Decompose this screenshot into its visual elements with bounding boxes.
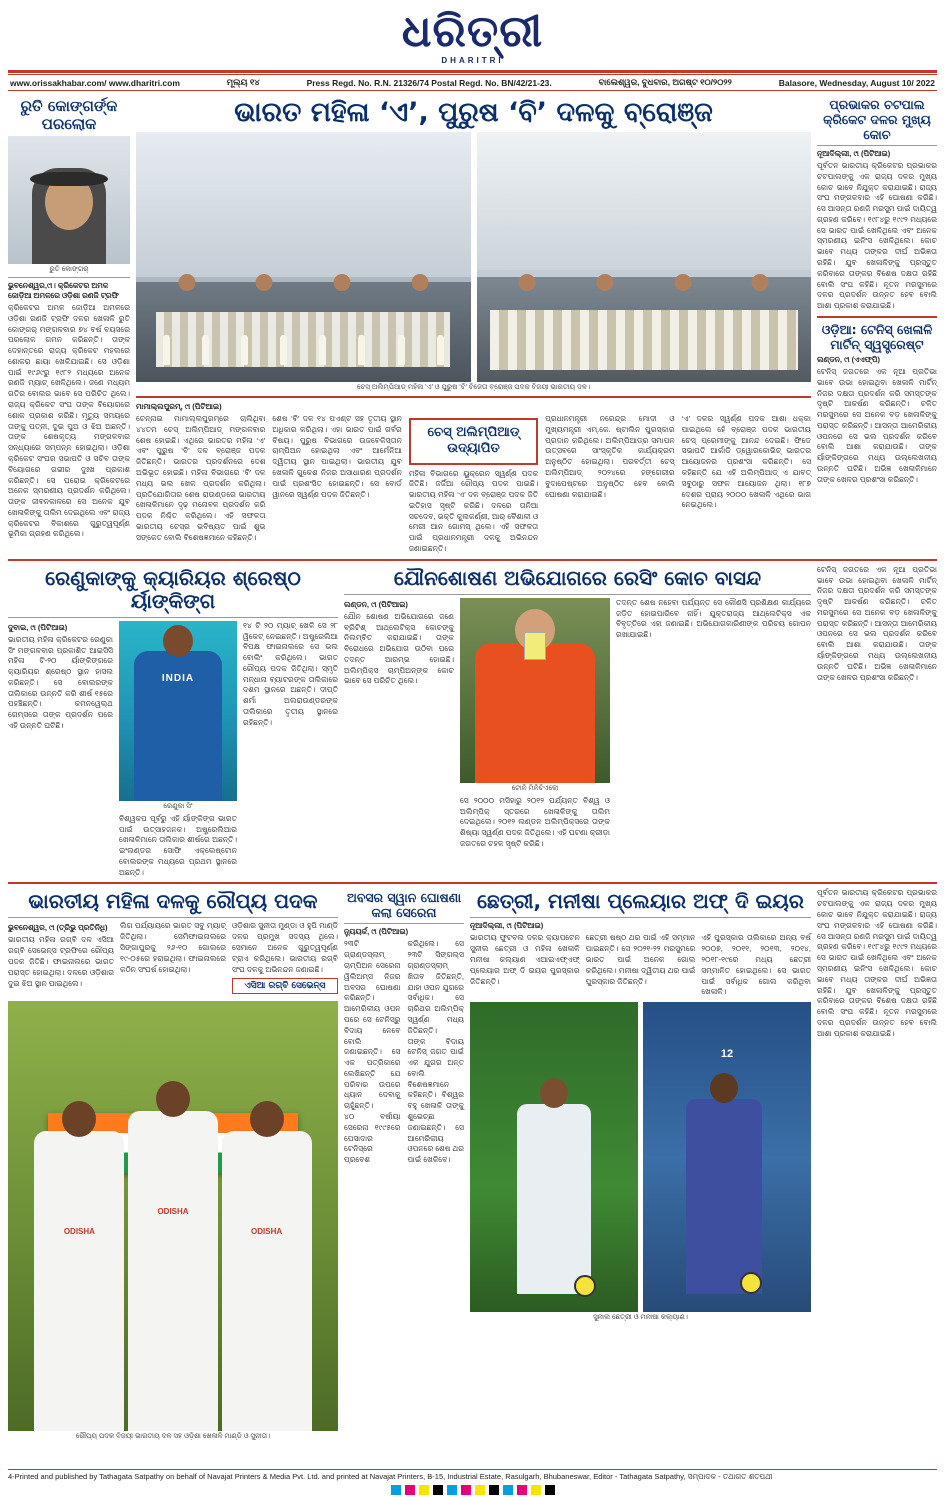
divider: [136, 396, 811, 398]
third-band: [8, 888, 937, 1441]
lead-headline: ଭାରତ ମହିଳା ‘ଏ’, ପୁରୁଷ ‘ବି’ ଦଳକୁ ବ୍ରୋଞ୍ଜ: [234, 97, 713, 128]
obituary-article: [8, 95, 130, 555]
renuka-article: [8, 565, 338, 879]
obituary-dateline: ଭୁବନେଶ୍ୱର,୯ା। କ୍ରିକେଟର ଅମଳ ଜୋଡ଼ିଆ ଅମଳରେ ଓଡ଼ିଶା ରଣଜି ଟ୍ରଫି: [8, 281, 119, 300]
lead-article: [136, 95, 811, 555]
renuka-jersey-text: INDIA: [161, 672, 195, 684]
lead-body-col4: ପ୍ରଧାନମନ୍ତ୍ରୀ ନରେନ୍ଦ୍ର ମୋଦୀ ଓ ମୁଖ୍ୟମନ୍ତ୍ରୀ ଏମ୍.କେ. ଷ୍ଟାଲିନ ପୁରସ୍କାର ପ୍ରଦାନ କରିଥିଲେ। ଅଲିମ୍ପିଆଡ୍‌ର ସମାପନ ଉତ୍ସବରେ ସାଂସ୍କୃତିକ କାର୍ଯ୍ୟକ୍ରମ ଅନୁଷ୍ଠିତ ହୋଇଥିଲା। ପରବର୍ତ୍ତୀ ଚେସ୍ ଅଲିମ୍ପିଆଡ୍ ୨୦୨୪ରେ ହଙ୍ଗେରୀର ବୁଦାପେଷ୍ଟରେ ଅନୁଷ୍ଠିତ ହେବ ବୋଲି ଘୋଷଣା କରାଯାଇଛି।: [545, 414, 675, 499]
lead-photo-caption: ଚେସ୍ ଅଲିମ୍ପିଆଡ୍ ମହିଳା ‘ଏ’ ଓ ପୁରୁଷ ‘ବି’ ବିଜେତା ବ୍ରୋଞ୍ଜ ପଦକ ବିଜୟୀ ଭାରତୀୟ ଦଳ।: [356, 384, 591, 392]
divider: [8, 917, 338, 918]
obituary-photo: [8, 136, 130, 264]
lead-photo-men-team: [477, 132, 812, 382]
silver-subbox: ଏସିଆ ରଗ୍‌ବି ସେଭେନ୍ସ: [232, 978, 338, 994]
divider: [8, 882, 937, 884]
silver-article: [8, 888, 338, 1441]
renuka-photo: [119, 621, 237, 801]
masthead: [8, 4, 937, 65]
divider: [8, 559, 937, 561]
masthead-infobar: [8, 75, 937, 91]
lead-dateline: ମାମାଲ୍ଲପୁରମ୍, ୯ା (ପିଟିଆଇ): [136, 402, 222, 412]
right-column-lower: [817, 565, 937, 879]
right-mid-dateline: ଲଣ୍ଡନ, ୯ା (ଏଏଫ୍‌ପି): [817, 354, 880, 364]
divider: [8, 277, 130, 278]
page-footer: [8, 1469, 937, 1495]
silver-body-col2: ଲିଗ ପର୍ଯ୍ୟାୟରେ ଭାରତ ସବୁ ମ୍ୟାଚ୍ ଜିତିଥିଲା। ସେମିଫାଇନାଲରେ ସିଙ୍ଗାପୁରକୁ ୨୬-୧୦ ଗୋଲରେ ୧୯-୦୫ରେ ହରାଇଥିଲା। ଫାଇନାଲରେ କଠିନ ସଂଘର୍ଷ ହୋଇଥିଲା।: [120, 921, 226, 974]
edition-place-english: Balasore, Wednesday, August 10/ 2022: [778, 77, 935, 88]
player-dateline: ନୂଆଦିଲ୍ଲୀ, ୯ା (ପିଟିଆଇ): [470, 921, 544, 931]
player-body-col2: ଛେତ୍ରୀ ଷଷ୍ଠ ଥର ପାଇଁ ଏହି ସମ୍ମାନ ପାଇଛନ୍ତି। ସେ ୨୦୨୧-୨୨ ମରସୁମରେ ଭାରତ ପାଇଁ ଅନେକ ଗୋଲ କରିଥିଲେ। ମନୀଷା ଦ୍ୱିତୀୟ ଥର ପାଇଁ ପୁରସ୍କାର ଜିତିଛନ୍ତି।: [585, 933, 696, 986]
serena-headline: ଅବସର ସ୍ୱାନ ଘୋଷଣା କଲା ସେରେନା: [346, 890, 462, 921]
serena-body-col3: ତାଙ୍କ ବିଦାୟ ଟେନିସ୍ ଜଗତ ପାଇଁ ଏକ ଯୁଗର ଅନ୍ତ ବୋଲି ବିଶେଷଜ୍ଞମାନେ କହିଛନ୍ତି। ବିଶ୍ୱର ବହୁ ଖେଳାଳି ତାଙ୍କୁ ଶୁଭେଚ୍ଛା ଜଣାଇଛନ୍ତି। ସେ ଆମେରିକୀୟ ଓପନରେ ଶେଷ ଥର ପାଇଁ ଖେଳିବେ।: [407, 1036, 464, 1165]
registration-color-dots: [8, 1485, 937, 1495]
second-band: [8, 565, 937, 879]
right-top-headline: ପ୍ରଭାକର ଚଟପାଲ କ୍ରିକେଟ ଦଳର ମୁଖ୍ୟ କୋଚ: [823, 97, 931, 142]
divider: [470, 917, 811, 918]
obituary-headline: ରୁତି କୋଙ୍ଗର୍ଙ୍କ ପରଲୋକ: [20, 97, 118, 133]
right-column-lower-body: ଟେନିସ୍ ଜଗତରେ ଏକ ନୂଆ ପ୍ରତିଭା ଭାବେ ଉଭା ହୋଇଥିବା ଖେଳାଳି ମାର୍ଟିନ୍ ନିଜର ଦକ୍ଷତା ପ୍ରଦର୍ଶନ କରି ସମସ୍ତଙ୍କ ଦୃଷ୍ଟି ଆକର୍ଷଣ କରିଛନ୍ତି। ଚଳିତ ମରସୁମରେ ସେ ଅନେକ ବଡ଼ ଖେଳାଳିଙ୍କୁ ପରାସ୍ତ କରିଛନ୍ତି। ଆସନ୍ତା ଆମେରିକୀୟ ଓପନରେ ସେ ଭଲ ପ୍ରଦର୍ଶନ କରିବେ ବୋଲି ଆଶା କରାଯାଉଛି। ତାଙ୍କ ର୍ୟାଙ୍କିଙ୍ଗରେ ମଧ୍ୟ ଉଲ୍ଲେଖନୀୟ ଉନ୍ନତି ଘଟିଛି। ଅଭିଜ୍ଞ ଖେଳାଳିମାନେ ତାଙ୍କ ଖେଳର ପ୍ରଶଂସା କରିଛନ୍ତି।: [817, 564, 937, 682]
player-body-col3: ଏହି ପୁରସ୍କାର ତାଲିକାରେ ଅନ୍ୟ ବର୍ଷ ୨୦୦୭, ୨୦୧୧, ୨୦୧୩, ୨୦୧୪, ୨୦୧୮-୧୯ରେ ମଧ୍ୟ ଛେତ୍ରୀ ସମ୍ମାନିତ ହୋଇଥିଲେ। ସେ ଭାରତ ପାଇଁ ସର୍ବାଧିକ ଗୋଲ କରିଥିବା ଖେଳାଳି।: [701, 933, 812, 997]
silver-dateline: ଭୁବନେଶ୍ୱର, ୯ା (ତ୍ରିଭୁ ପ୍ରତିନିଧି): [8, 923, 108, 933]
player-body-col1: ଭାରତୀୟ ଫୁଟବଲ ଦଳର କ୍ୟାପଟେନ ସୁନୀଲ ଛେତ୍ରୀ ଓ ମହିଳା ଖେଳାଳି ମନୀଷା କଲ୍ୟାଣ ଏଆଇଏଫ୍‌ଏଫ୍ ପ୍ଲେୟାର ଅଫ୍ ଦି ଇୟର ପୁରସ୍କାର ଜିତିଛନ୍ତି।: [470, 933, 580, 986]
top-region: [8, 95, 937, 555]
coach-photo-caption: ଟୋନି ମିନିଚିଏଲୋ: [511, 784, 559, 792]
lead-body-col3: ମହିଳା ବିଭାଗରେ ୟୁକ୍ରେନ ସ୍ୱର୍ଣ୍ଣ ପଦକ ଜିତିଛି। ଜର୍ଜିଆ ରୌପ୍ୟ ପଦକ ପାଇଛି। ଭାରତୀୟ ମହିଳା ‘ଏ’ ଦଳ ବ୍ରୋଞ୍ଜ ପଦକ ଜିତି ଇତିହାସ ସୃଷ୍ଟି କରିଛି। ଦଳରେ ତାନିଆ ସଚଦେବ, ଭକ୍ତି କୁଲକର୍ଣ୍ଣୀ, ଆର୍ ବୈଶାଳୀ ଓ ମେରୀ ଆନ ଗୋମସ୍ ଥିଲେ। ଏହି ସଫଳତା ପାଇଁ ପ୍ରଧାନମନ୍ତ୍ରୀ ଦଳକୁ ଅଭିନନ୍ଦନ ଜଣାଇଛନ୍ତି।: [408, 468, 539, 554]
right-column-bottom: [817, 888, 937, 1441]
silver-body-col1: ଭାରତୀୟ ମହିଳା ରଗ୍‌ବି ଦଳ ଏସିଆ ରଗ୍‌ବି ସେଭେନ୍ସ ଟ୍ରଫିରେ ରୌପ୍ୟ ପଦକ ଜିତିଛି। ଫାଇନାଲରେ ଭାରତ ପରାସ୍ତ ହୋଇଥିଲା। ଦଳରେ ଓଡ଼ିଶାର ଦୁଇ ଝିଅ ସ୍ଥାନ ପାଇଥିଲେ।: [8, 935, 114, 988]
divider: [817, 316, 937, 318]
lead-badge: ଚେସ୍ ଅଲିମ୍ପିଆଡ୍ ଉଦ୍ୟାପିତ: [409, 418, 538, 465]
lead-photo-women-team: [136, 132, 471, 382]
renuka-dateline: ଦୁବାଇ, ୯ା (ପିଟିଆଇ): [8, 622, 68, 632]
coach-dateline: ଲଣ୍ଡନ, ୯ା (ପିଟିଆଇ): [344, 599, 408, 609]
obituary-photo-caption: ରୁତି କୋଙ୍ଗର୍: [49, 266, 89, 273]
newspaper-logo-subtitle: DHARITRI: [441, 56, 504, 65]
newspaper-logo: ଧରିତ୍ରୀ: [401, 6, 544, 57]
right-mid-headline: ଓଡ଼ିଆ: ଟେନିସ୍ ଖେଳାଳି ମାର୍ଟିନ୍ ସ୍ୱସ୍ତ୍ରେଷ୍ଟ: [821, 321, 933, 352]
divider: [344, 594, 811, 595]
player-photo-chhetri: [470, 1002, 638, 1312]
coach-body-col1: ଯୌନ ଶୋଷଣ ଅଭିଯୋଗରେ ଜଣେ ବ୍ରିଟିଶ୍ ଆଥ୍‌ଲେଟିକ୍ସ କୋଚଙ୍କୁ ନିଲମ୍ବିତ କରାଯାଇଛି। ତାଙ୍କ ବିରୋଧରେ ଅଭିଯୋଗ ଉଠିବା ପରେ ତଦନ୍ତ ଆରମ୍ଭ ହୋଇଛି। ଅଲିମ୍ପିକ୍ସ ଚାମ୍ପିଅନ୍‌ଙ୍କ କୋଚ ଭାବେ ସେ ପରିଚିତ ଥିଲେ।: [344, 611, 454, 686]
coach-body-col2: ତଦନ୍ତ ଶେଷ ନହେବା ପର୍ଯ୍ୟନ୍ତ ସେ କୌଣସି ପ୍ରଶିକ୍ଷଣ କାର୍ଯ୍ୟରେ ଜଡ଼ିତ ହୋଇପାରିବେ ନାହିଁ। ଯୁକ୍ତରାଜ୍ୟ ଆଥ୍‌ଲେଟିକ୍ସ ଏକ ବିବୃତ୍ତିରେ ଏହା ଜଣାଇଛି। ଅଭିଯୋଗକାରିଣୀଙ୍କ ପରିଚୟ ଗୋପନ ରଖାଯାଇଛି।: [616, 597, 811, 640]
renuka-photo-caption: ରେଣୁକା ସିଂ: [163, 802, 193, 810]
divider: [817, 145, 937, 146]
serena-article: [344, 888, 464, 1441]
right-top-dateline: ନୂଆଦିଲ୍ଲୀ, ୯ା (ପିଟିଆଇ): [817, 149, 891, 158]
renuka-body-col1: ଭାରତୀୟ ମହିଳା କ୍ରିକେଟର ରେଣୁକା ସିଂ ମଙ୍ଗଳବାର ପ୍ରକାଶିତ ଆଇସିସି ମହିଳା ଟି-୨୦ ର୍ୟାଙ୍କିଙ୍ଗରେ କ୍ୟାରିୟର ଶ୍ରେଷ୍ଠ ସ୍ଥାନ ହାସଲ କରିଛନ୍ତି। ସେ ବୋଲରଙ୍କ ତାଲିକାରେ ଉନ୍ନତି କରି ଶୀର୍ଷ ୧୫ରେ ପହଞ୍ଚିଛନ୍ତି। କମନୱେଲ୍ଥ ଗେମ୍ସରେ ତାଙ୍କ ପ୍ରଦର୍ଶନ ପରେ ଏହି ଉନ୍ନତି ଘଟିଛି।: [8, 634, 113, 731]
lead-body-col2: ଶେଷ ‘ବି’ ଦଳ ୧୪ ପଏଣ୍ଟ ସହ ତୃତୀୟ ସ୍ଥାନ ଅଧିକାର କରିଥିଲା। ଏହା ଭାରତ ପାଇଁ ଗର୍ବର ବିଷୟ। ପୁରୁଷ ବିଭାଗରେ ଉଜବେକିସ୍ତାନ ଚାମ୍ପିଅନ ହୋଇଥିଲା ଏବଂ ଆର୍ମେନିଆ ଦ୍ୱିତୀୟ ସ୍ଥାନ ପାଇଥିଲା। ଭାରତୀୟ ଯୁବ ଖେଳାଳି ଗୁକେଶ ନିଜର ଅସାଧାରଣ ପ୍ରଦର୍ଶନ ପାଇଁ ପ୍ରଶଂସିତ ହୋଇଛନ୍ତି। ସେ ବୋର୍ଡ ୱାନରେ ସ୍ୱର୍ଣ୍ଣ ପଦକ ଜିତିଛନ୍ତି।: [272, 414, 402, 499]
player-headline: ଛେତ୍ରୀ, ମନୀଷା ପ୍ଲେୟାର ଅଫ୍ ଦି ଇୟର: [477, 889, 804, 914]
right-column: [817, 95, 937, 555]
silver-photo: ODISHA ODISHA ODISHA: [8, 1001, 338, 1431]
player-article: [470, 888, 811, 1441]
divider: [344, 923, 464, 924]
right-top-body: ପୂର୍ବତନ ଭାରତୀୟ କ୍ରିକେଟର ପ୍ରଭାକର ଚଟପାଲଙ୍କୁ ଏକ ରାଜ୍ୟ ଦଳର ମୁଖ୍ୟ କୋଚ ଭାବେ ନିଯୁକ୍ତ କରାଯାଇଛି। ରାଜ୍ୟ ସଂଘ ମଙ୍ଗଳବାର ଏହି ଘୋଷଣା କରିଛି। ସେ ଆସନ୍ତା ରଣଜି ମରସୁମ ପାଇଁ ଦାୟିତ୍ୱ ଗ୍ରହଣ କରିବେ। ୧୯୮୪ରୁ ୧୯୯୨ ମଧ୍ୟରେ ସେ ଭାରତ ପାଇଁ ଖେଳିଥିଲେ ଏବଂ ଅନେକ ସ୍ମରଣୀୟ ଇନିଂସ ଖେଳିଥିଲେ। କୋଚ ଭାବେ ମଧ୍ୟ ତାଙ୍କର ଦୀର୍ଘ ଅଭିଜ୍ଞତା ରହିଛି। ଯୁବ ଖେଳାଳିଙ୍କୁ ପ୍ରସ୍ତୁତ କରିବାରେ ତାଙ୍କର ବିଶେଷ ଦକ୍ଷତା ରହିଛି ବୋଲି ସଂଘ କହିଛି। ନୂତନ ମରସୁମରେ ଦଳର ପ୍ରଦର୍ଶନ ଉନ୍ନତ ହେବ ବୋଲି ଆଶା ପ୍ରକାଶ କରାଯାଇଛି।: [817, 161, 937, 311]
price-label: ମୂଲ୍ୟ ୧୪: [226, 77, 260, 87]
divider: [8, 617, 338, 618]
player-photo-manisha: 12: [643, 1002, 811, 1312]
renuka-headline: ରେଣୁକାଙ୍କୁ କ୍ୟାରିୟର ଶ୍ରେଷ୍ଠ ର୍ୟାଙ୍କିଙ୍ଗ: [45, 565, 301, 613]
website-links[interactable]: www.orissakhabar.com/ www.dharitri.com: [10, 77, 180, 88]
renuka-body-col2: ୧୪ ଟି ୨୦ ମ୍ୟାଚ୍ ଖେଳି ସେ ୨୮ ୱିକେଟ୍ ନେଇଛନ୍ତି। ଅଷ୍ଟ୍ରେଲିଆ ବିପକ୍ଷ ଫାଇନାଲରେ ସେ ଭଲ ବୋଲିଂ କରିଥିଲେ। ଭାରତ ରୌପ୍ୟ ପଦକ ଜିତିଥିଲା। ସ୍ମୃତି ମନ୍ଧାନା ବ୍ୟାଟରଙ୍କ ତାଲିକାରେ ଦଶମ ସ୍ଥାନରେ ଅଛନ୍ତି। ଦୀପ୍ତି ଶର୍ମା ଅଲରାଉଣ୍ଡରଙ୍କ ତାଲିକାରେ ତୃତୀୟ ସ୍ଥାନରେ ରହିଛନ୍ତି।: [243, 620, 338, 727]
silver-headline: ଭାରତୀୟ ମହିଳା ଦଳକୁ ରୌପ୍ୟ ପଦକ: [28, 889, 318, 914]
right-column-bottom-body: ପୂର୍ବତନ ଭାରତୀୟ କ୍ରିକେଟର ପ୍ରଭାକର ଚଟପାଲଙ୍କୁ ଏକ ରାଜ୍ୟ ଦଳର ମୁଖ୍ୟ କୋଚ ଭାବେ ନିଯୁକ୍ତ କରାଯାଇଛି। ରାଜ୍ୟ ସଂଘ ମଙ୍ଗଳବାର ଏହି ଘୋଷଣା କରିଛି। ସେ ଆସନ୍ତା ରଣଜି ମରସୁମ ପାଇଁ ଦାୟିତ୍ୱ ଗ୍ରହଣ କରିବେ। ୧୯୮୪ରୁ ୧୯୯୨ ମଧ୍ୟରେ ସେ ଭାରତ ପାଇଁ ଖେଳିଥିଲେ ଏବଂ ଅନେକ ସ୍ମରଣୀୟ ଇନିଂସ ଖେଳିଥିଲେ। କୋଚ ଭାବେ ମଧ୍ୟ ତାଙ୍କର ଦୀର୍ଘ ଅଭିଜ୍ଞତା ରହିଛି। ଯୁବ ଖେଳାଳିଙ୍କୁ ପ୍ରସ୍ତୁତ କରିବାରେ ତାଙ୍କର ବିଶେଷ ଦକ୍ଷତା ରହିଛି ବୋଲି ସଂଘ କହିଛି। ନୂତନ ମରସୁମରେ ଦଳର ପ୍ରଦର୍ଶନ ଉନ୍ନତ ହେବ ବୋଲି ଆଶା ପ୍ରକାଶ କରାଯାଇଛି।: [817, 888, 937, 1038]
serena-body-col1: ୨୩ଟି ଗ୍ରାଣ୍ଡସ୍ଲାମ୍ ଚାମ୍ପିଅନ ସେରେନା ୱିଲିଅମ୍ସ ନିଜର ଅବସର ଘୋଷଣା କରିଛନ୍ତି। ଆମେରିକୀୟ ଓପନ ପରେ ସେ ଟେନିସ୍‌ରୁ ବିଦାୟ ନେବେ ବୋଲି ଜଣାଇଛନ୍ତି। ସେ ଏକ ପତ୍ରିକାରେ ଲେଖିଛନ୍ତି ଯେ ପରିବାର ଉପରେ ଧ୍ୟାନ ଦେବାକୁ ଚାହୁଁଛନ୍ତି।: [344, 939, 401, 1111]
serena-dateline: ନ୍ୟୁୟର୍କ, ୯ା (ପିଟିଆଇ): [344, 927, 409, 937]
footer-imprint: 4-Printed and published by Tathagata Satpathy on behalf of Navajat Printers & Media Pvt. Ltd. and printed at Navajat Printers, B-15, Industrial Estate, Rasulgarh, Bhubaneswar, Editor - Tathagata Satpathy, ସମ୍ପାଦକ - ତଥାଗତ ଶତପଥୀ: [8, 1469, 937, 1482]
silver-body-col3: ଓଡ଼ିଶାର ସୁନୀତା ମୁଣ୍ଡା ଓ ହୁପି ମାଣ୍ଡି ଦଳର ପ୍ରମୁଖ ସଦସ୍ୟ ଥିଲେ। ସେମାନେ ଅନେକ ଗୁରୁତ୍ୱପୂର୍ଣ୍ଣ ଟ୍ରାଏ କରିଥିଲେ। ଭାରତୀୟ ରଗ୍‌ବି ସଂଘ ଦଳକୁ ଅଭିନନ୍ଦନ ଜଣାଇଛି।: [232, 921, 338, 974]
registration-label: Press Regd. No. R.N. 21326/74 Postal Regd. No. BN/42/21-23.: [306, 77, 552, 88]
serena-body-col2: ୪୦ ବର୍ଷୀୟା ସେରେନା ୧୯୯୫ରେ ପେସାଦାର ଟେନିସ୍‌ରେ ପ୍ରବେଶ କରିଥିଲେ। ସେ ୨୩ଟି ସିଙ୍ଗଲ୍ସ ଗ୍ରାଣ୍ଡସ୍ଲାମ୍ ଖିତାବ ଜିତିଛନ୍ତି, ଯାହା ଓପନ ଯୁଗରେ ସର୍ବାଧିକ। ସେ ଚାରିଥର ଅଲିମ୍ପିକ୍ ସ୍ୱର୍ଣ୍ଣ ମଧ୍ୟ ଜିତିଛନ୍ତି।: [344, 939, 464, 1165]
coach-article: [344, 565, 811, 879]
renuka-body-col3: ବିଶ୍ୱକପ ପୂର୍ବରୁ ଏହି ର୍ୟାଙ୍କିଙ୍ଗ ଭାରତ ପାଇଁ ଉତ୍ସାହଜନକ। ଅଷ୍ଟ୍ରେଲିଆର ଖେଳାଳିମାନେ ତାଲିକାର ଶୀର୍ଷରେ ଅଛନ୍ତି। ଇଂଲଣ୍ଡର ସୋଫି ଏକ୍ଲେଷ୍ଟୋନ ବୋଲରଙ୍କ ମଧ୍ୟରେ ପ୍ରଥମ ସ୍ଥାନରେ ଅଛନ୍ତି।: [119, 813, 237, 877]
masthead-rule: [8, 70, 937, 73]
obituary-body: କ୍ରିକେଟର ଅମଳ ଜୋଡ଼ିଆ ଅମଳରେ ଓଡ଼ିଶା ରଣଜି ଟ୍ରଫି ଦଳର ଖେଳାଳି ରୁତି କୋଙ୍ଗର୍ ମଙ୍ଗଳବାର ୭୪ ବର୍ଷ ବୟସରେ ପରଲୋକ ଗମନ କରିଛନ୍ତି। ତାଙ୍କ ଦେହାନ୍ତରେ ରାଜ୍ୟ କ୍ରିକେଟ ମହଲରେ ଶୋକର ଛାୟା ଖେଳିଯାଇଛି। ସେ ଓଡ଼ିଶା ପାଇଁ ୧୯୬୯ରୁ ୧୯୮୨ ମଧ୍ୟରେ ଅନେକ ରଣଜି ମ୍ୟାଚ୍ ଖେଳିଥିଲେ। ଜଣେ ମଧ୍ୟମ ଗତିର ବୋଲର ଭାବେ ସେ ପରିଚିତ ଥିଲେ। ରାଜ୍ୟ କ୍ରିକେଟ ସଂଘ ତାଙ୍କ ବିୟୋଗରେ ଶୋକ ପ୍ରକାଶ କରିଛି। ମୃତ୍ୟୁ ସମୟରେ ତାଙ୍କୁ ପତ୍ନୀ, ଦୁଇ ପୁଅ ଓ ଝିଅ ଅଛନ୍ତି। ତାଙ୍କ ଶେଷକୃତ୍ୟ ମଙ୍ଗଳବାର ସନ୍ଧ୍ୟାରେ ସମ୍ପନ୍ନ ହୋଇଥିଲା। ଓଡ଼ିଶା କ୍ରିକେଟ ସଂଘର ସଭାପତି ଓ ସଚିବ ତାଙ୍କ ବିୟୋଗରେ ଗଭୀର ଦୁଃଖ ପ୍ରକାଶ କରିଛନ୍ତି। ସେ ଘରୋଇ କ୍ରିକେଟରେ ଅନେକ ସ୍ମରଣୀୟ ପ୍ରଦର୍ଶନ କରିଥିଲେ। ତାଙ୍କ ଜୀବନକାଳରେ ସେ ଅନେକ ଯୁବ ଖେଳାଳିଙ୍କୁ ତାଲିମ ଦେଇଥିଲେ ଏବଂ ରାଜ୍ୟ କ୍ରିକେଟର ବିକାଶରେ ଗୁରୁତ୍ୱପୂର୍ଣ୍ଣ ଭୂମିକା ଗ୍ରହଣ କରିଥିଲେ।: [8, 303, 130, 539]
coach-headline: ଯୌନଶୋଷଣ ଅଭିଯୋଗରେ ରେସିଂ କୋଚ ବାସନ୍ଦ: [393, 565, 762, 590]
lead-body-col5: ‘ଏ’ ଦଳର ସ୍ୱର୍ଣ୍ଣ ପଦକ ଆଶା ଧକ୍କା ପାଇଥିଲେ ହେଁ ବ୍ରୋଞ୍ଜ ପଦକ ଭାରତୀୟ ଚେସ୍ ପ୍ରେମୀଙ୍କୁ ଆନନ୍ଦ ଦେଇଛି। ଫିଡେ ସଭାପତି ଆର୍କାଡି ଡ୍ୱୋରକୋଭିଚ୍ ଭାରତର ଆୟୋଜନର ପ୍ରଶଂସା କରିଛନ୍ତି। ସେ କହିଛନ୍ତି ଯେ ଏହି ଅଲିମ୍ପିଆଡ୍ ଏ ଯାବତ୍ ସବୁଠାରୁ ସଫଳ ଆୟୋଜନ ଥିଲା। ୧୮୭ ଦେଶର ପ୍ରାୟ ୨୦୦୦ ଖେଳାଳି ଏଥିରେ ଭାଗ ନେଇଥିଲେ।: [681, 414, 812, 510]
silver-photo-caption: ରୌପ୍ୟ ପଦକ ବିଜୟୀ ଭାରତୀୟ ଦଳ ସହ ଓଡ଼ିଶା ଖେଳାଳି ମାଣ୍ଡି ଓ ସୁନୀତା।: [75, 1433, 271, 1441]
edition-place-odia: ବାଲେଶ୍ୱର, ବୁଧବାର, ଅଗଷ୍ଟ ୧୦/୨୦୨୨: [598, 77, 732, 87]
right-mid-body: ଟେନିସ୍ ଜଗତରେ ଏକ ନୂଆ ପ୍ରତିଭା ଭାବେ ଉଭା ହୋଇଥିବା ଖେଳାଳି ମାର୍ଟିନ୍ ନିଜର ଦକ୍ଷତା ପ୍ରଦର୍ଶନ କରି ସମସ୍ତଙ୍କ ଦୃଷ୍ଟି ଆକର୍ଷଣ କରିଛନ୍ତି। ଚଳିତ ମରସୁମରେ ସେ ଅନେକ ବଡ଼ ଖେଳାଳିଙ୍କୁ ପରାସ୍ତ କରିଛନ୍ତି। ଆସନ୍ତା ଆମେରିକୀୟ ଓପନରେ ସେ ଭଲ ପ୍ରଦର୍ଶନ କରିବେ ବୋଲି ଆଶା କରାଯାଉଛି। ତାଙ୍କ ର୍ୟାଙ୍କିଙ୍ଗରେ ମଧ୍ୟ ଉଲ୍ଲେଖନୀୟ ଉନ୍ନତି ଘଟିଛି। ଅଭିଜ୍ଞ ଖେଳାଳିମାନେ ତାଙ୍କ ଖେଳର ପ୍ରଶଂସା କରିଛନ୍ତି।: [817, 366, 937, 484]
lead-body-col1: ଚେନ୍ନାଇ ମାମାଲ୍ଲପୁରମ୍‌ରେ ଚାଲିଥିବା ୪୪ତମ ଚେସ୍ ଅଲିମ୍ପିଆଡ୍ ମଙ୍ଗଳବାର ଶେଷ ହୋଇଛି। ଏଥିରେ ଭାରତର ମହିଳା ‘ଏ’ ଏବଂ ପୁରୁଷ ‘ବି’ ଦଳ ବ୍ରୋଞ୍ଜ ପଦକ ଜିତିଛନ୍ତି। ଭାରତର ପ୍ରଦର୍ଶନରେ ଦେଶ ଅଭିଭୂତ ହୋଇଛି। ମହିଳା ବିଭାଗରେ ‘ବି’ ଦଳ ମଧ୍ୟ ଭଲ ଖେଳ ପ୍ରଦର୍ଶନ କରିଥିଲା। ପ୍ରତିଯୋଗିତାର ଶେଷ ରାଉଣ୍ଡରେ ଭାରତୀୟ ଖେଳାଳିମାନେ ଦୃଢ଼ ମନୋବଳ ପ୍ରଦର୍ଶନ କରି ପଦକ ନିଶ୍ଚିତ କରିଥିଲେ। ଏହି ସଫଳତା ଭାରତୀୟ ଚେସ୍‌ର ଭବିଷ୍ୟତ ପାଇଁ ଶୁଭ ସଙ୍କେତ ବୋଲି ବିଶେଷଜ୍ଞମାନେ କହିଛନ୍ତି।: [136, 414, 266, 542]
player-photo-caption: ସୁନୀଲ ଛେତ୍ରୀ ଓ ମନୀଷା କଲ୍ୟାଣ।: [593, 1314, 688, 1322]
coach-photo: [460, 598, 610, 783]
coach-body-col3: ସେ ୨୦୦୦ ମସିହାରୁ ୨୦୧୨ ପର୍ଯ୍ୟନ୍ତ ବିଶ୍ୱ ଓ ଅଲିମ୍ପିକ୍ ସ୍ତରରେ ଖେଳାଳିଙ୍କୁ ତାଲିମ ଦେଇଥିଲେ। ୨୦୧୨ ଲଣ୍ଡନ ଅଲିମ୍ପିକ୍ସରେ ତାଙ୍କ ଶିଷ୍ୟା ସ୍ୱର୍ଣ୍ଣ ପଦକ ଜିତିଥିଲେ। ଏହି ଘଟଣା କ୍ରୀଡ଼ା ଜଗତରେ ଚହଳ ସୃଷ୍ଟି କରିଛି।: [460, 795, 610, 848]
